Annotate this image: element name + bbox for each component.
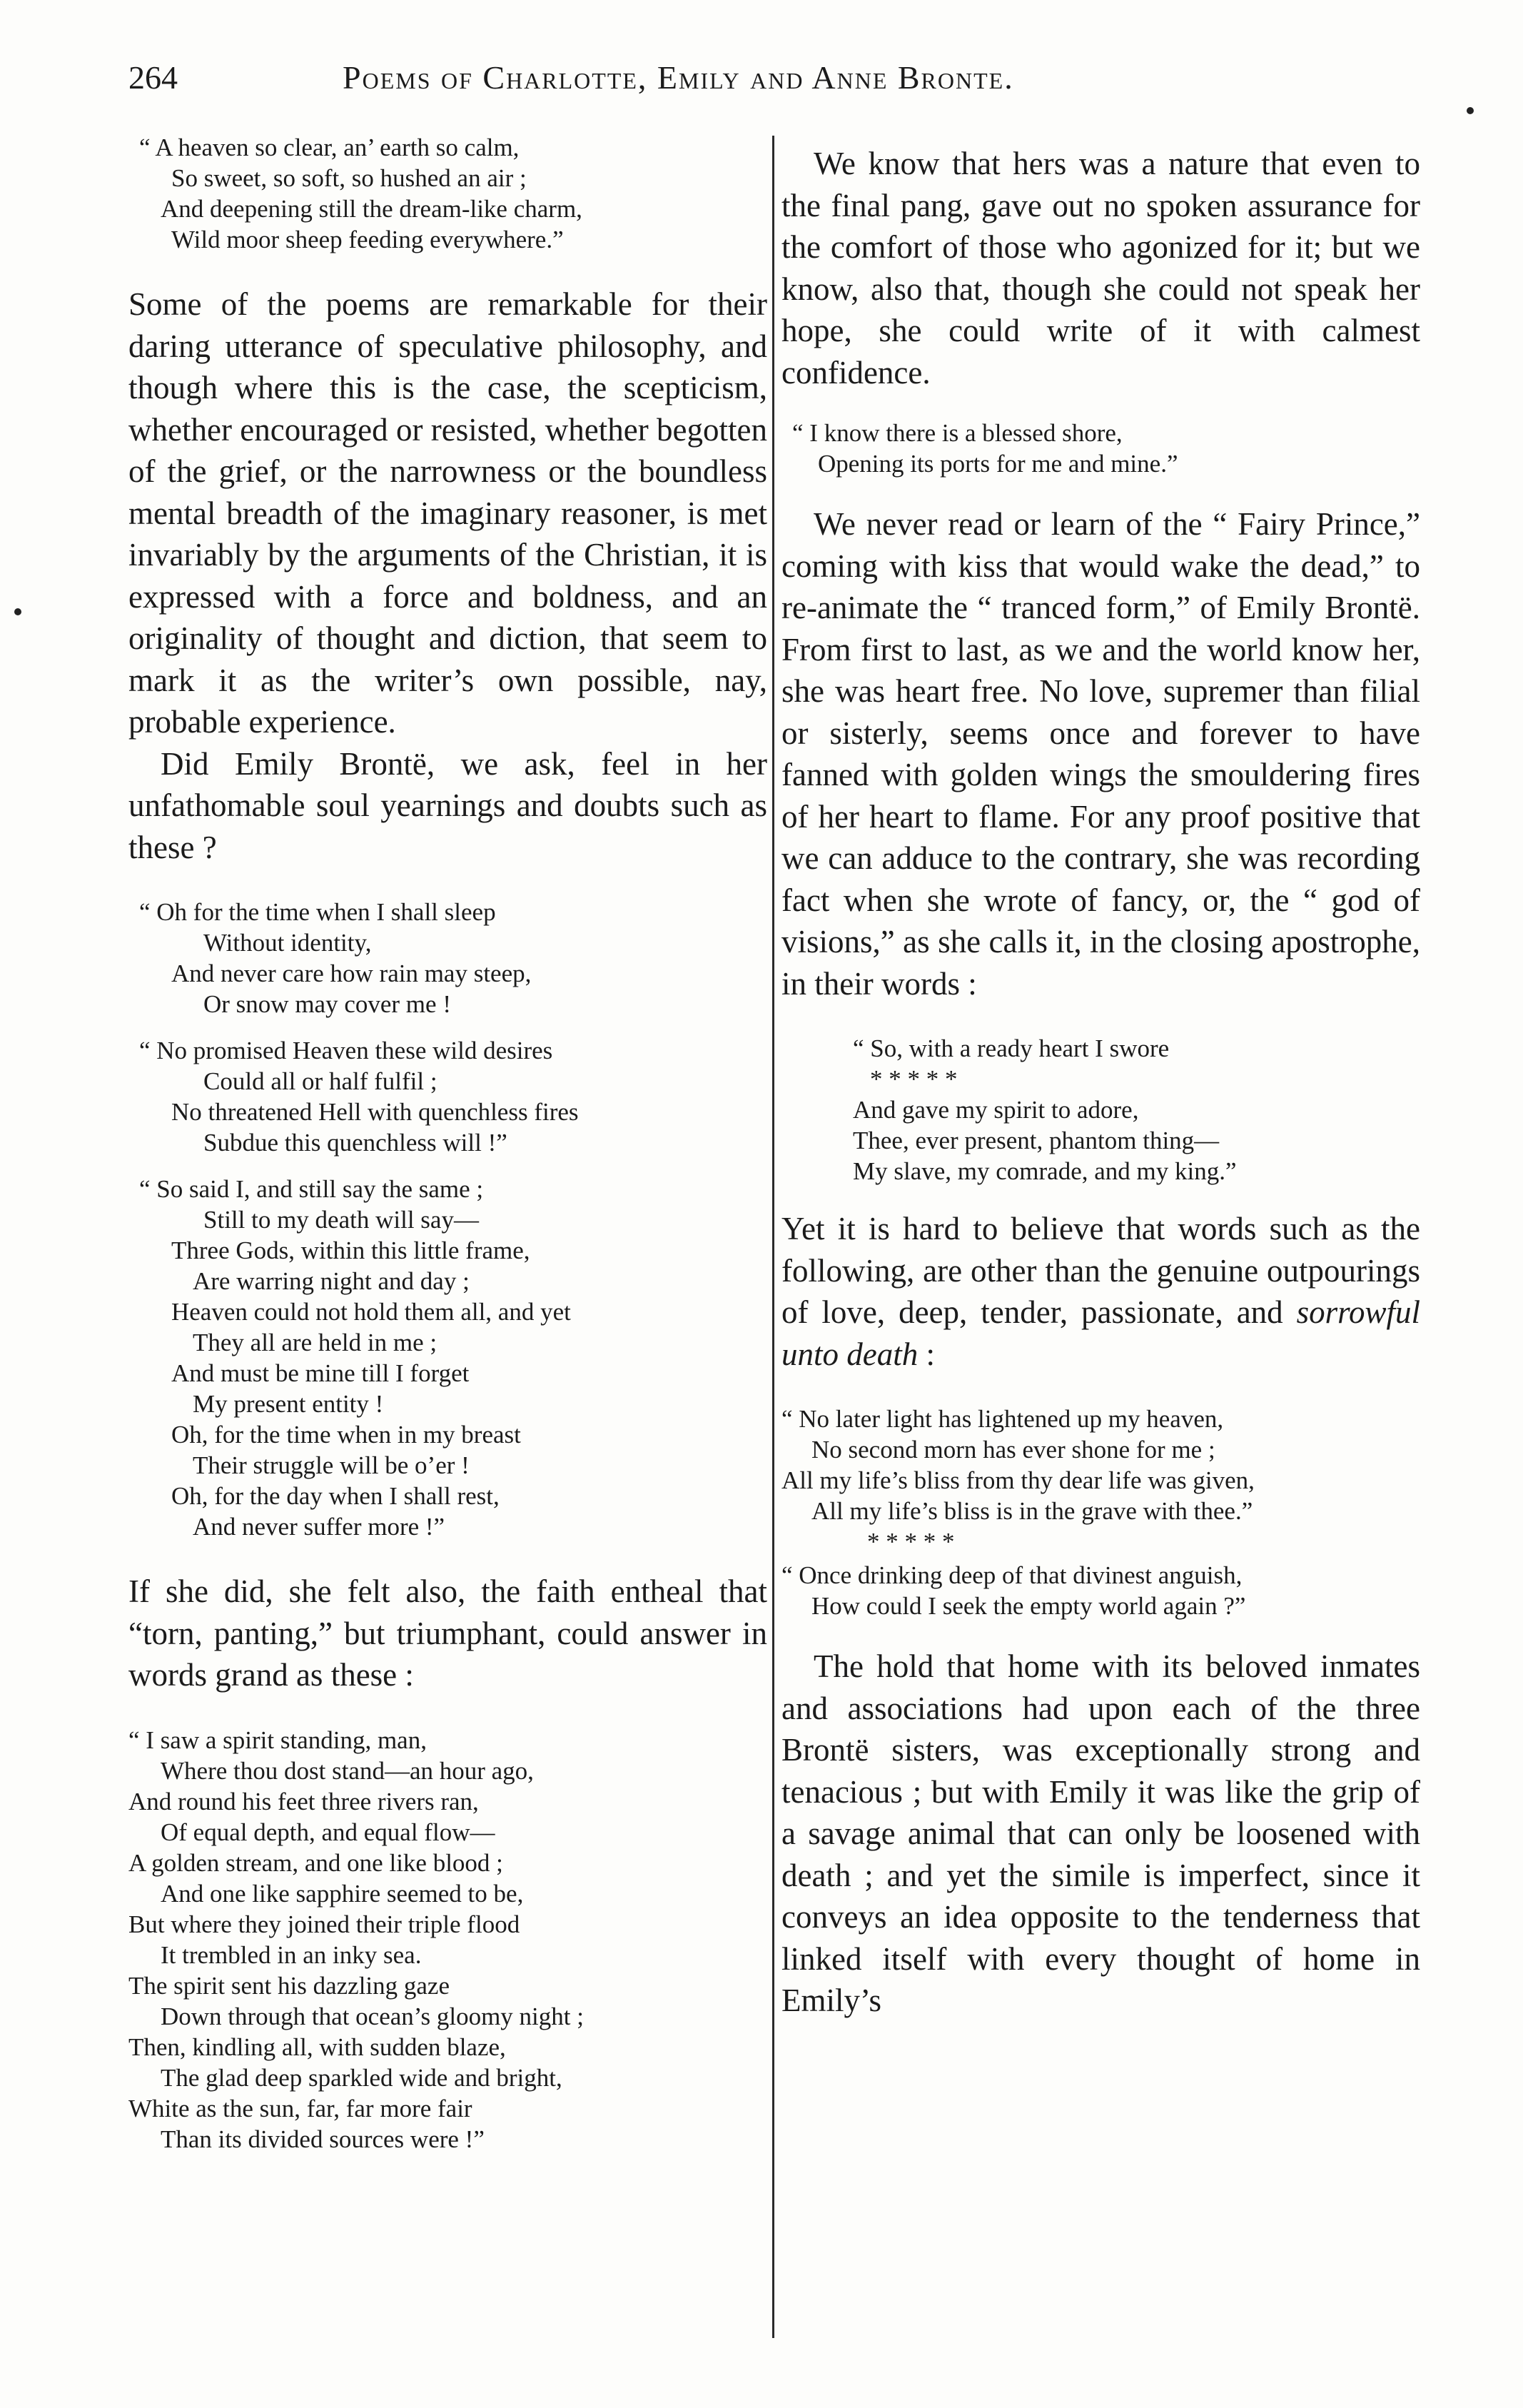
poem-line: Their struggle will be o’er ! xyxy=(193,1451,470,1479)
poem-line: Where thou dost stand—an hour ago, xyxy=(161,1756,534,1785)
poem-line: Three Gods, within this little frame, xyxy=(171,1236,530,1264)
column-rule xyxy=(772,136,774,2338)
poem-line: Oh, for the day when I shall rest, xyxy=(171,1482,500,1510)
poem-line: “ Once drinking deep of that divinest anguish, xyxy=(781,1561,1243,1589)
poem-no-later-light xyxy=(781,1404,1420,1557)
poem-line: And gave my spirit to adore, xyxy=(853,1096,1139,1124)
poem-line: Still to my death will say— xyxy=(203,1206,479,1234)
paragraph-did-emily: Did Emily Brontë, we ask, feel in her unfathomable soul yearnings and doubts such as these ? xyxy=(128,745,767,865)
poem-line: Opening its ports for me and mine.” xyxy=(818,450,1178,478)
margin-dot-right xyxy=(1467,107,1474,114)
paragraph-the-hold-that-home: The hold that home with its beloved inmates and associations had upon each of the three Brontë sisters, was exceptionally strong and tenacious ; but with Emily it was like the grip of a savage animal that can only be loosened with death ; and yet the simile is imperfect, since it conveys an idea opposite to the tenderness that linked itself with every thought of home in Emily’s xyxy=(781,1648,1420,2018)
poem-line: Down through that ocean’s gloomy night ; xyxy=(161,2002,584,2030)
poem-line: Than its divided sources were !” xyxy=(161,2125,485,2153)
poem-line: My slave, my comrade, and my king.” xyxy=(853,1157,1237,1185)
poem-heaven-so-clear xyxy=(139,132,767,255)
poem-line: And deepening still the dream-like charm, xyxy=(161,195,582,223)
poem-line: All my life’s bliss is in the grave with thee.” xyxy=(811,1497,1253,1525)
paragraph-speculative-philosophy: Some of the poems are remarkable for their daring utterance of speculative philosophy, and though where this is the case, the scepticism, whether encouraged or resisted, whether begotten of the grief, or the narrowness or the boundless mental breadth of the imaginary reasoner, is met invariably by the arguments of the Christian, it is expressed with a force and boldness, and an originality of thought and diction, that seem to mark it as the writer’s own possible, nay, probable experience. xyxy=(128,286,767,740)
poem-line: Heaven could not hold them all, and yet xyxy=(171,1298,571,1326)
poem-line: No threatened Hell with quenchless fires xyxy=(171,1098,579,1126)
poem-line: They all are held in me ; xyxy=(193,1329,437,1356)
poem-oh-for-the-time xyxy=(139,897,767,1019)
poem-line: All my life’s bliss from thy dear life was given, xyxy=(781,1466,1255,1494)
page-header xyxy=(128,59,1420,109)
italic-phrase: sorrowful unto death xyxy=(781,1294,1420,1372)
poem-line: And never suffer more !” xyxy=(193,1513,445,1541)
poem-line: So sweet, so soft, so hushed an air ; xyxy=(171,164,527,192)
poem-line: “ So, with a ready heart I swore xyxy=(853,1034,1170,1062)
poem-line: Are warring night and day ; xyxy=(193,1267,470,1295)
poem-line: How could I seek the empty world again ?” xyxy=(811,1592,1246,1620)
left-column xyxy=(128,132,767,2155)
poem-line: It trembled in an inky sea. xyxy=(161,1940,422,1969)
right-column xyxy=(781,143,1420,2022)
poem-line: Subdue this quenchless will !” xyxy=(203,1129,507,1157)
poem-once-drinking-deep xyxy=(781,1560,1420,1621)
poem-line: But where they joined their triple flood xyxy=(128,1910,520,1938)
poem-line: No second morn has ever shone for me ; xyxy=(811,1436,1215,1464)
poem-line: “ I know there is a blessed shore, xyxy=(792,419,1123,447)
poem-line: The spirit sent his dazzling gaze xyxy=(128,1971,450,2000)
poem-line: Or snow may cover me ! xyxy=(203,990,451,1018)
poem-line: Oh, for the time when in my breast xyxy=(171,1421,521,1449)
poem-i-saw-a-spirit xyxy=(128,1725,767,2155)
poem-line: And one like sapphire seemed to be, xyxy=(161,1879,524,1908)
poem-line: “ I saw a spirit standing, man, xyxy=(128,1726,427,1754)
poem-line: “ Oh for the time when I shall sleep xyxy=(139,898,496,926)
page-number: 264 xyxy=(128,59,178,96)
paragraph-we-never-read: We never read or learn of the “ Fairy Prince,” coming with kiss that would wake the dead,” to re-animate the “ tranced form,” of Emily Brontë. From first to last, as we and the world know her, she was heart free. No love, supremer than filial or sisterly, seems once and forever to have fanned with golden wings the smouldering fires of her heart to flame. For any proof positive that we can adduce to the contrary, she was recording fact when she wrote of fancy, or, the “ god of visions,” as she calls it, in the closing apostrophe, in their words : xyxy=(781,506,1420,1002)
poem-line: A golden stream, and one like blood ; xyxy=(128,1848,503,1877)
poem-ready-heart xyxy=(853,1033,1420,1187)
poem-line: Then, kindling all, with sudden blaze, xyxy=(128,2032,506,2061)
poem-blessed-shore xyxy=(792,418,1420,479)
poem-line: And round his feet three rivers ran, xyxy=(128,1787,479,1815)
poem-no-promised-heaven xyxy=(139,1035,767,1158)
paragraph-if-she-did: If she did, she felt also, the faith entheal that “torn, panting,” but triumphant, could answer in words grand as these : xyxy=(128,1573,767,1693)
poem-line: “ A heaven so clear, an’ earth so calm, xyxy=(139,134,520,161)
paragraph-text: : xyxy=(918,1336,935,1372)
stars-separator: * * * * * xyxy=(867,1528,955,1556)
poem-line: And never care how rain may steep, xyxy=(171,959,532,987)
stars-separator: * * * * * xyxy=(870,1065,958,1093)
poem-line: Thee, ever present, phantom thing— xyxy=(853,1127,1220,1154)
paragraph-yet-it-is-hard xyxy=(781,1208,1420,1375)
paragraph-we-know: We know that hers was a nature that even to the final pang, gave out no spoken assurance for the comfort of those who agonized for it; but we know, also that, though she could not speak her hope, she could write of it with calmest confidence. xyxy=(781,146,1420,391)
poem-line: Could all or half fulfil ; xyxy=(203,1067,437,1095)
poem-line: Of equal depth, and equal flow— xyxy=(161,1818,495,1846)
poem-line: The glad deep sparkled wide and bright, xyxy=(161,2063,562,2092)
poem-line: “ So said I, and still say the same ; xyxy=(139,1175,484,1203)
poem-line: White as the sun, far, far more fair xyxy=(128,2094,472,2122)
margin-dot-left xyxy=(14,608,21,615)
poem-line: My present entity ! xyxy=(193,1390,384,1418)
running-title: Poems of Charlotte, Emily and Anne Bronte. xyxy=(343,59,1014,96)
paragraph-text: Yet it is hard to believe that words such as the following, are other than the genuine outpourings of love, deep, tender, passionate, and xyxy=(781,1211,1420,1330)
poem-line: “ No promised Heaven these wild desires xyxy=(139,1037,553,1064)
poem-line: “ No later light has lightened up my heaven, xyxy=(781,1405,1224,1433)
poem-line: And must be mine till I forget xyxy=(171,1359,470,1387)
poem-so-said-i xyxy=(139,1174,767,1542)
poem-line: Wild moor sheep feeding everywhere.” xyxy=(171,226,564,253)
poem-line: Without identity, xyxy=(203,929,372,957)
